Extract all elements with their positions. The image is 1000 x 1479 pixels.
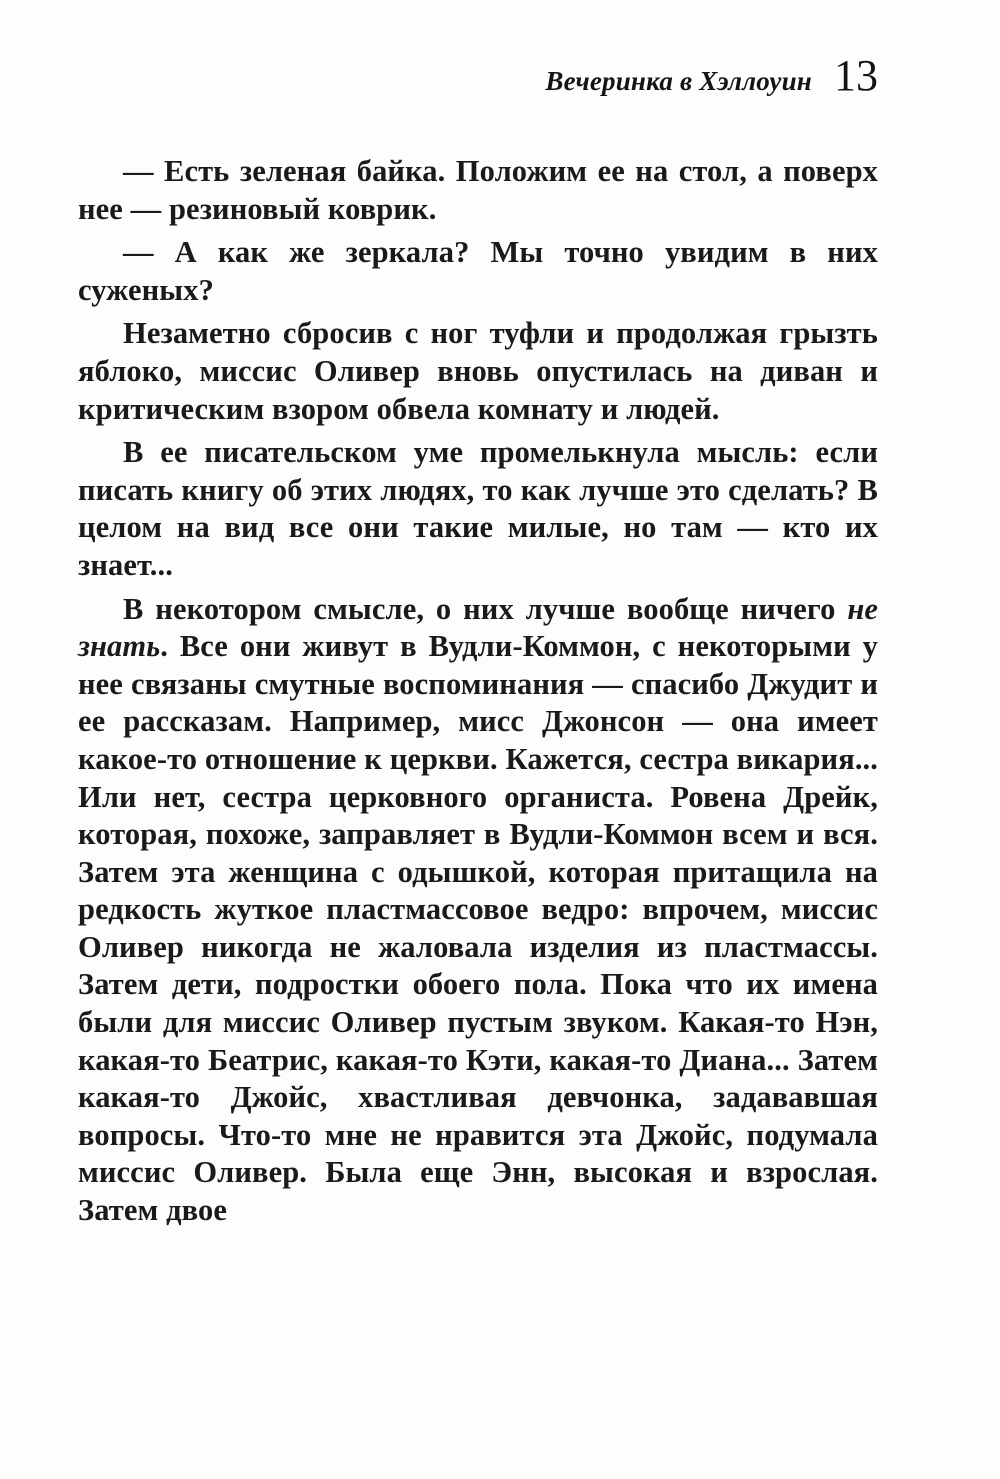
chapter-title: Вечеринка в Хэллоуин bbox=[545, 66, 812, 96]
paragraph-text-after: . Все они живут в Вудли-Коммон, с некоторыми у нее связаны смутные воспоминания — спасибо Джудит и ее рассказам. Например, мисс Джонсон — она имеет какое-то отношение к церкви. Кажется, сестра викария... Или нет, сестра церковного органиста. Ровена Дрейк, которая, похоже, заправляет в Вудли-Коммон всем и вся. Затем эта женщина с одышкой, которая притащила на редкость жуткое пластмассовое ведро: впрочем, миссис Оливер никогда не жаловала изделия из пластмассы. Затем дети, подростки обоего пола. Пока что их имена были для миссис Оливер пустым звуком. Какая-то Нэн, какая-то Беатрис, какая-то Кэти, какая-то Диана... Затем какая-то Джойс, хвастливая девчонка, задававшая вопросы. Что-то мне не нравится эта Джойс, подумала миссис Оливер. Была еще Энн, высокая и взрослая. Затем двое bbox=[78, 629, 878, 1228]
emphasis-text: не знать bbox=[78, 591, 878, 664]
body-text bbox=[78, 153, 878, 1230]
paragraph-narration-3 bbox=[78, 591, 878, 1230]
paragraph-text-before: В некотором смысле, о них лучше вообще ничего bbox=[123, 591, 848, 626]
paragraph-dialogue-1: — Есть зеленая байка. Положим ее на стол, а поверх нее — резиновый коврик. bbox=[78, 154, 878, 226]
running-header bbox=[545, 51, 878, 100]
paragraph-dialogue-2: — А как же зеркала? Мы точно увидим в них суженых? bbox=[78, 235, 878, 307]
paragraph-narration-2: В ее писательском уме промелькнула мысль: если писать книгу об этих людях, то как лучше это сделать? В целом на вид все они такие милые, но там — кто их знает... bbox=[78, 435, 878, 582]
page-number: 13 bbox=[834, 51, 878, 100]
paragraph-narration-1: Незаметно сбросив с ног туфли и продолжая грызть яблоко, миссис Оливер вновь опустилась на диван и критическим взором обвела комнату и людей. bbox=[78, 316, 878, 426]
